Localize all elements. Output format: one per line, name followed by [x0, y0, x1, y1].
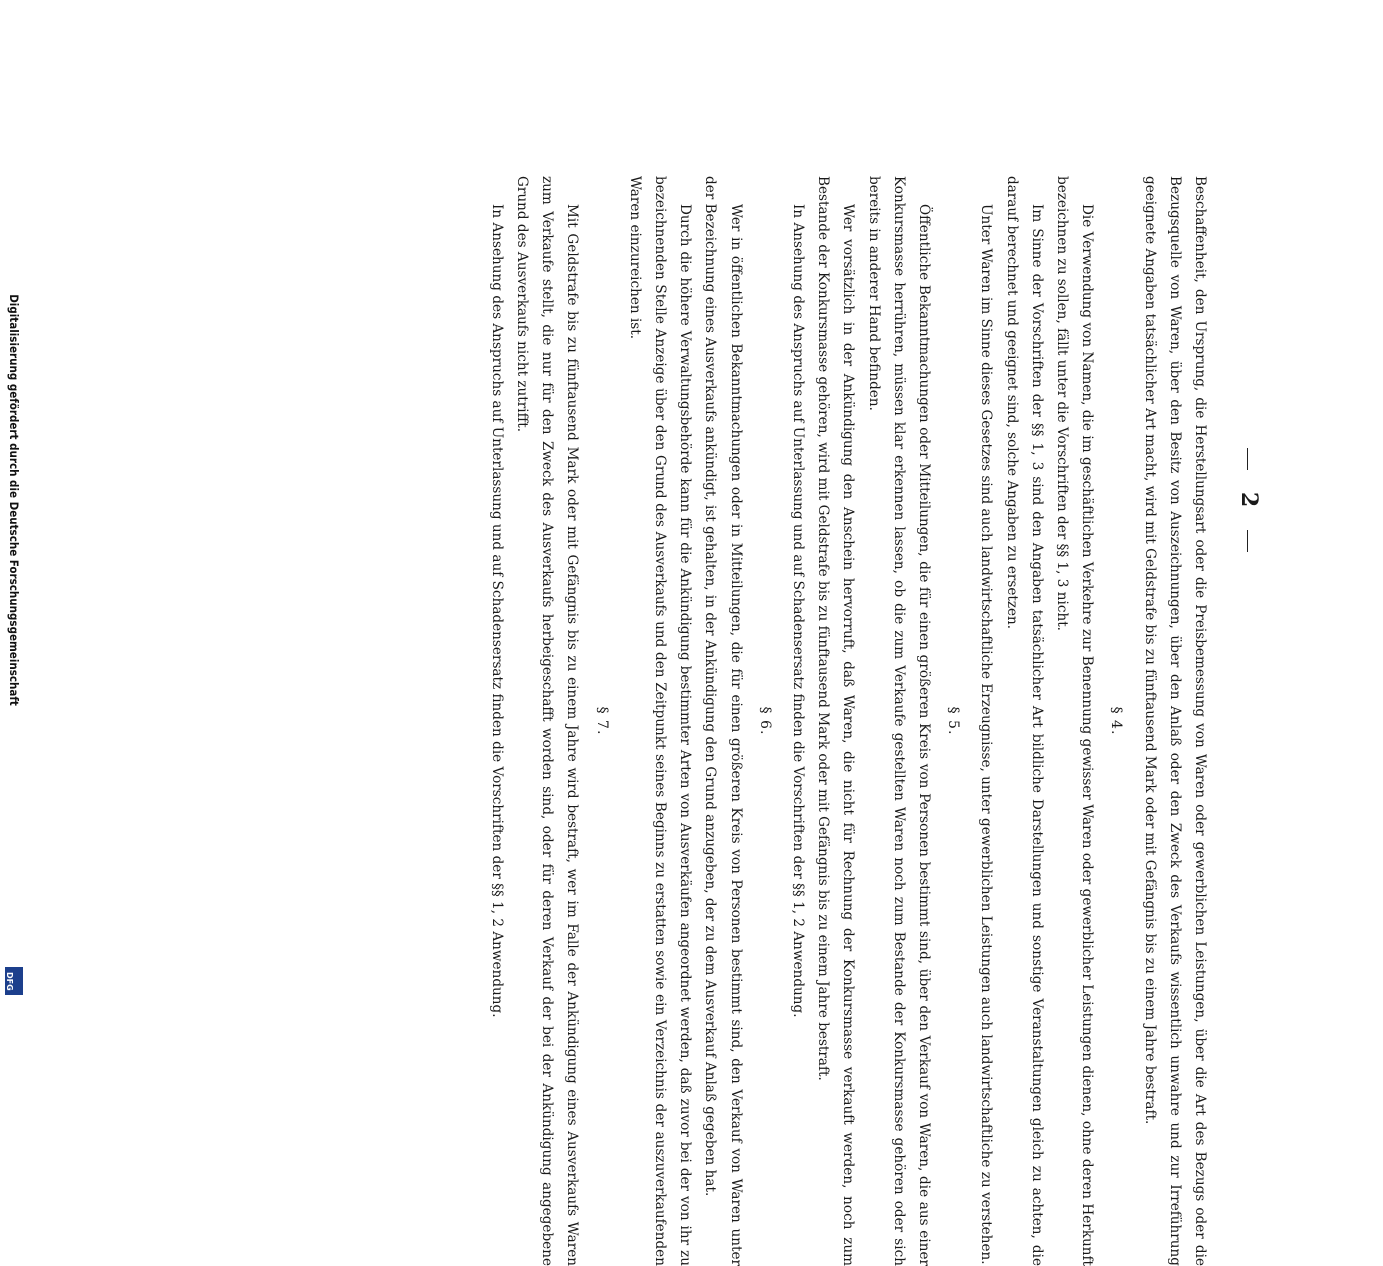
paragraph: In Ansehung des Anspruchs auf Unterlassung und auf Schadensersatz finden die Vorschriften der §§ 1, 2 Anwendung.: [789, 204, 806, 1018]
paragraph: In Ansehung des Anspruchs auf Unterlassung und auf Schadensersatz finden die Vorschriften der §§ 1, 2 Anwendung.: [488, 204, 505, 1018]
paragraph: Wer vorsätzlich in der Ankündigung den Anschein hervorruft, daß Waren, die nicht für Rechnung der Konkursmasse verkauft werden, noch zum Bestande der Konkursmasse gehören, wird mit Geldstrafe bis zu fünftausend Mark oder mit Gefängnis bis zu einem Jahre bestraft.: [815, 176, 857, 1266]
digitization-footer: [3, 0, 25, 1000]
section-heading-5: § 5.: [945, 706, 962, 736]
section-heading-7: § 7.: [593, 706, 610, 736]
paragraph-continuation: Beschaffenheit, den Ursprung, die Herstellungsart oder die Preisbemessung von Waren oder gewerblichen Leistungen, über die Art des Bezugs oder die Bezugsquelle von Waren, über den Besitz von Auszeichnungen, über den Anlaß oder den Zweck des Verkaufs wissentlich unwahre und zur Irreführung geeignete Angaben tatsächlicher Art macht, wird mit Geldstrafe bis zu fünftausend Mark oder mit Gefängnis bis zu einem Jahre bestraft.: [1141, 176, 1208, 1266]
paragraph: Wer in öffentlichen Bekanntmachungen oder in Mitteilungen, die für einen größeren Kreis von Personen bestimmt sind, den Verkauf von Waren unter der Bezeichnung eines Ausverkaufs ankündigt, ist gehalten, in der Ankündigung den Grund anzugeben, der zu dem Ausverkauf Anlaß gegeben hat.: [702, 176, 744, 1266]
paragraph: Durch die höhere Verwaltungsbehörde kann für die Ankündigung bestimmter Arten von Ausverkäufen angeordnet werden, daß zuvor bei der von ihr zu bezeichnenden Stelle Anzeige über den Grund des Ausverkaufs und den Zeitpunkt seines Beginns zu erstatten sowie ein Verzeichnis der auszuverkaufenden Waren einzureichen ist.: [626, 176, 694, 1266]
paragraph: Mit Geldstrafe bis zu fünftausend Mark oder mit Gefängnis bis zu einem Jahre wird bestraft, wer im Falle der Ankündigung eines Ausverkaufs Waren zum Verkaufe stellt, die nur für den Zweck des Ausverkaufs herbeigeschafft worden sind, oder für deren Verkauf der bei der Ankündigung angegebene Grund des Ausverkaufs nicht zutrifft.: [513, 176, 581, 1266]
scanned-page: [72, 120, 1272, 1266]
paragraph: Unter Waren im Sinne dieses Gesetzes sind auch landwirtschaftliche Erzeugnisse, unter gewerblichen Leistungen auch landwirtschaftliche zu verstehen.: [978, 204, 995, 1265]
paragraph: Im Sinne der Vorschriften der §§ 1, 3 sind den Angaben tatsächlicher Art bildliche Darstellungen und sonstige Veranstaltungen gleich zu achten, die darauf berechnet und geeignet sind, solche Angaben zu ersetzen.: [1003, 176, 1045, 1266]
section-heading-4: § 4.: [1108, 706, 1125, 736]
page-body: [484, 176, 1212, 1266]
paragraph: Öffentliche Bekanntmachungen oder Mitteilungen, die für einen größeren Kreis von Personen bestimmt sind, über den Verkauf von Waren, die aus einer Konkursmasse herrühren, müssen klar erkennen lassen, ob die zum Verkaufe gestellten Waren noch zum Bestande der Konkursmasse gehören oder sich bereits in anderer Hand befinden.: [865, 176, 932, 1266]
dfg-logo-icon: DFG: [5, 967, 23, 995]
section-heading-6: § 6.: [756, 706, 773, 736]
funding-credit: Digitalisierung gefördert durch die Deutsche Forschungsgemeinschaft: [7, 294, 21, 706]
page-number: 2: [1236, 120, 1262, 880]
paragraph: Die Verwendung von Namen, die im geschäftlichen Verkehre zur Benennung gewisser Waren oder gewerblicher Leistungen dienen, ohne deren Herkunft bezeichnen zu sollen, fällt unter die Vorschriften der §§ 1, 3 nicht.: [1053, 176, 1096, 1266]
